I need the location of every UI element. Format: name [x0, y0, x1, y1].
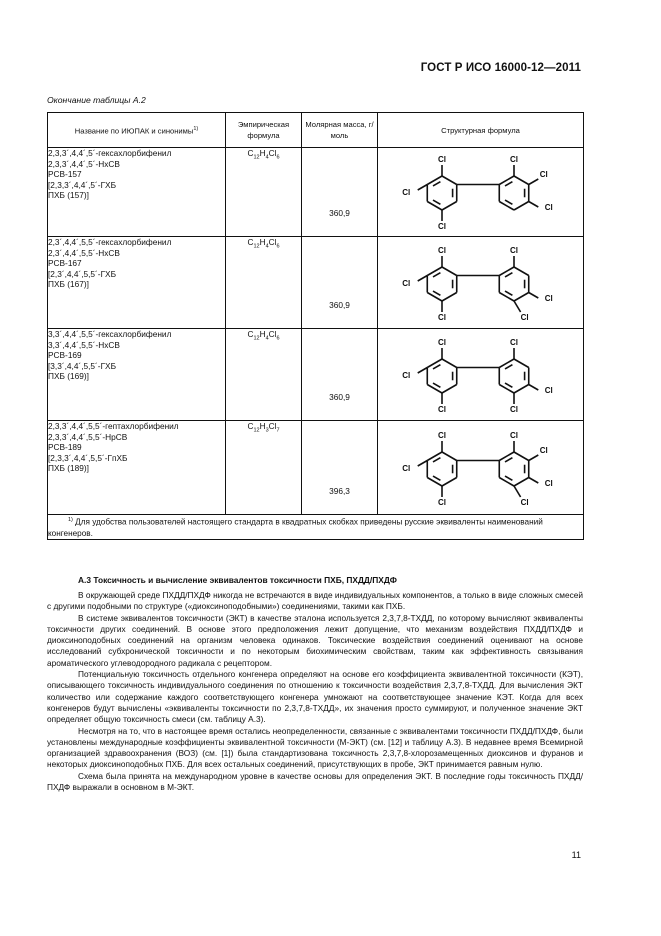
structural-formula	[378, 421, 584, 515]
ring-bond	[514, 292, 529, 301]
molar-mass: 360,9	[329, 300, 350, 310]
congener-name-line: ПХБ (169)]	[48, 371, 89, 382]
congener-name-line: 3,3´,4,4´,5,5´-гексахлорбифенил	[48, 329, 172, 339]
ring-bond	[499, 292, 514, 301]
ring-bond	[442, 359, 457, 368]
footnote-row	[48, 515, 584, 540]
congener-name-line: PCB-167	[48, 258, 82, 269]
substituent-bond	[528, 455, 538, 461]
congener-name-line: 2,3,3´,4,4´,5,5´-НрСВ	[48, 431, 128, 442]
page-number: 11	[571, 850, 581, 860]
double-bond	[504, 364, 511, 368]
section-paragraph: Потенциальную токсичность отдельного конгенера определяют на основе его коэффициента эквивалентной токсичности (КЭТ), описывающего токсичность индивидуального соединения по отношению к токсичности воздействия 2,3,7,8-ТХДД. Для вычисления ЭКТ количество или содержание каждого соответствующего конгенера умножают на соответствующее значение КЭТ. Когда для всех конгенеров будут вычислены «эквиваленты токсичности по 2,3,7,8-ТХДД», их значения просто суммируют, и полученное значение ЭКТ определяет общую токсичность смеси (см. таблицу А.3).	[47, 669, 583, 725]
molar-mass-cell	[302, 421, 378, 515]
formula-part: H	[259, 237, 266, 247]
double-bond	[504, 383, 511, 387]
formula-part: 12	[253, 335, 260, 342]
formula-part: 6	[276, 243, 280, 250]
col-formula-header: Эмпирическая формула	[226, 113, 302, 148]
double-bond	[432, 272, 439, 276]
ring-bond	[514, 384, 529, 393]
ring-bond	[427, 477, 442, 486]
chlorine-label: Cl	[544, 203, 553, 213]
ring-bond	[442, 176, 457, 185]
chlorine-label: Cl	[437, 222, 446, 232]
chlorine-label: Cl	[401, 188, 410, 198]
substituent-bond	[417, 460, 427, 466]
substituent-bond	[514, 301, 521, 312]
chlorine-label: Cl	[437, 245, 446, 255]
table-row	[48, 237, 584, 329]
substituent-bond	[417, 275, 427, 281]
ring-bond	[499, 267, 514, 276]
chlorine-label: Cl	[509, 430, 518, 440]
ring-bond	[442, 477, 457, 486]
table-row	[48, 421, 584, 515]
congeners-table	[47, 112, 584, 540]
double-bond	[432, 457, 439, 461]
double-bond	[432, 291, 439, 295]
substituent-bond	[514, 486, 521, 497]
section-body	[47, 590, 583, 793]
ring-bond	[514, 452, 529, 461]
table-row	[48, 148, 584, 237]
section-paragraph: В окружающей среде ПХДД/ПХДФ никогда не встречаются в виде индивидуальных компонентов, а только в виде сложных смесей с другими подобными по структуре («диоксиноподобными») соединениями, такими как ПХБ.	[47, 590, 583, 612]
congener-name-line: [3,3´,4,4´,5,5´-ГХБ	[48, 360, 117, 371]
ring-bond	[499, 477, 514, 486]
ring-bond	[427, 359, 442, 368]
formula-part: 4	[265, 243, 269, 250]
formula-part: H	[259, 421, 266, 431]
congener-names	[48, 148, 226, 237]
formula-part: 7	[276, 427, 280, 434]
congener-name-line: 2,3,3´,4,4´,5,5´-гептахлорбифенил	[48, 421, 179, 431]
molar-mass: 396,3	[329, 486, 350, 496]
ring-bond	[499, 359, 514, 368]
chlorine-label: Cl	[401, 370, 410, 380]
chlorine-label: Cl	[539, 170, 548, 180]
empirical-formula	[226, 421, 302, 515]
chlorine-label: Cl	[437, 155, 446, 165]
double-bond	[504, 476, 511, 480]
chlorine-label: Cl	[437, 312, 446, 322]
col-mass-header: Молярная масса, г/моль	[302, 113, 378, 148]
double-bond	[432, 200, 439, 204]
formula-part: H	[259, 148, 266, 158]
double-bond	[504, 457, 511, 461]
congener-name-line: 2,3,3´,4,4´,5´-гексахлорбифенил	[48, 148, 172, 158]
ring-bond	[514, 202, 529, 211]
ring-bond	[427, 267, 442, 276]
substituent-bond	[528, 202, 538, 208]
formula-part: 6	[276, 335, 280, 342]
section-title: А.3 Токсичность и вычисление эквивалентов токсичности ПХБ, ПХДД/ПХДФ	[78, 575, 397, 585]
congener-name-line: ПХБ (189)]	[48, 463, 89, 474]
double-bond	[504, 182, 511, 186]
formula-part: 12	[253, 243, 260, 250]
substituent-bond	[528, 477, 538, 483]
chlorine-label: Cl	[544, 293, 553, 303]
ring-bond	[427, 452, 442, 461]
congener-name-line: ПХБ (167)]	[48, 279, 89, 290]
chlorine-label: Cl	[401, 463, 410, 473]
structural-formula	[378, 148, 584, 237]
col-name-header: Название по ИЮПАК и синонимы$^{1)}$	[48, 113, 226, 148]
double-bond	[504, 200, 511, 204]
substituent-bond	[528, 384, 538, 390]
chlorine-label: Cl	[539, 445, 548, 455]
ring-bond	[499, 176, 514, 185]
formula-part: 3	[265, 427, 269, 434]
chlorine-label: Cl	[437, 337, 446, 347]
congener-name-line: PCB-157	[48, 169, 82, 180]
formula-part: 12	[253, 427, 260, 434]
molar-mass: 360,9	[329, 392, 350, 402]
double-bond	[432, 364, 439, 368]
chlorine-label: Cl	[509, 337, 518, 347]
chlorine-label: Cl	[401, 278, 410, 288]
chlorine-label: Cl	[509, 404, 518, 414]
standard-header: ГОСТ Р ИСО 16000-12—2011	[420, 62, 581, 74]
ring-bond	[514, 176, 529, 185]
molar-mass-cell	[302, 329, 378, 421]
ring-bond	[499, 452, 514, 461]
chlorine-label: Cl	[509, 155, 518, 165]
congener-name-line: PCB-169	[48, 350, 82, 361]
molar-mass-cell	[302, 237, 378, 329]
ring-bond	[442, 267, 457, 276]
section-paragraph: В системе эквивалентов токсичности (ЭКТ) в качестве эталона используется 2,3,7,8-ТХДД, по которому вычисляют эквиваленты токсичности других соединений. В основе этого предположения лежит допущение, что механизм воздействия ПХДД/ПХДФ и диоксиноподобных соединений на организм человека одинаков. Токсические воздействия соединений оценивают на основе исследований субхронической токсичности и по некоторым биохимическим свойствам, таким как эффективность связывания ароматического углеводородного радикала с рецептором.	[47, 612, 583, 668]
formula-part: C	[247, 329, 254, 339]
congener-name-line: [2,3´,4,4´,5,5´-ГХБ	[48, 268, 117, 279]
formula-part: C	[247, 237, 254, 247]
molar-mass: 360,9	[329, 208, 350, 218]
congener-name-line: [2,3,3´,4,4´,5,5´-ГпХБ	[48, 452, 128, 463]
ring-bond	[499, 384, 514, 393]
structural-formula	[378, 329, 584, 421]
chlorine-label: Cl	[437, 430, 446, 440]
chlorine-label: Cl	[437, 404, 446, 414]
empirical-formula	[226, 148, 302, 237]
substituent-bond	[528, 179, 538, 185]
ring-bond	[427, 202, 442, 211]
ring-bond	[427, 292, 442, 301]
chlorine-label: Cl	[520, 312, 529, 322]
table-header-row	[48, 113, 584, 148]
formula-part: Cl	[268, 237, 277, 247]
congener-name-line: 2,3,3´,4,4´,5´-НхСВ	[48, 158, 120, 169]
table-footnote: $^{1)}$ Для удобства пользователей настоящего стандарта в квадратных скобках приведены русские эквиваленты наименований конгенеров.	[48, 515, 584, 540]
ring-bond	[427, 384, 442, 393]
biphenyl-structure-diagram	[386, 148, 576, 236]
formula-part: C	[247, 148, 254, 158]
ring-bond	[442, 384, 457, 393]
substituent-bond	[417, 367, 427, 373]
ring-bond	[499, 202, 514, 211]
double-bond	[432, 476, 439, 480]
table-row	[48, 329, 584, 421]
formula-part: Cl	[268, 148, 277, 158]
chlorine-label: Cl	[544, 385, 553, 395]
formula-part: 12	[253, 154, 260, 161]
congener-names	[48, 329, 226, 421]
formula-part: C	[247, 421, 254, 431]
table-caption: Окончание таблицы А.2	[47, 95, 146, 105]
substituent-bond	[528, 292, 538, 298]
ring-bond	[442, 452, 457, 461]
congener-name-line: 3,3´,4,4´,5,5´-НхСВ	[48, 339, 120, 350]
congener-name-line: 2,3´,4,4´,5,5´-НхСВ	[48, 247, 120, 258]
double-bond	[504, 291, 511, 295]
section-paragraph: Схема была принята на международном уровне в качестве основы для определения ЭКТ. В последние годы токсичность ПХДД/ПХДФ выражали в основном в М-ЭКТ.	[47, 770, 583, 793]
congener-name-line: 2,3´,4,4´,5,5´-гексахлорбифенил	[48, 237, 172, 247]
double-bond	[432, 383, 439, 387]
congener-name-line: ПХБ (157)]	[48, 190, 89, 201]
col-structure-header: Структурная формула	[378, 113, 584, 148]
formula-part: H	[259, 329, 266, 339]
formula-part: Cl	[268, 421, 277, 431]
formula-part: 4	[265, 154, 269, 161]
biphenyl-structure-diagram	[386, 331, 576, 419]
chlorine-label: Cl	[437, 497, 446, 507]
biphenyl-structure-diagram	[386, 424, 576, 512]
ring-bond	[514, 477, 529, 486]
congener-names	[48, 237, 226, 329]
section-paragraph: Несмотря на то, что в настоящее время остались неопределенности, связанные с эквивалентами токсичности ПХДД/ПХДФ, были установлены международные коэффициенты эквивалентной токсичности (М-ЭКТ) (см. [12] и таблицу А.3). В недавнее время Всемирной организацией здравоохранения (ВОЗ) (см. [1]) была стандартизована токсичность 2,3,7,8-хлорозамещенных диоксинов и фуранов и некоторых диоксиноподобных ПХБ. Для всех остальных соединений, присутствующих в пробе, ЭКТ принимается равным нулю.	[47, 725, 583, 770]
double-bond	[432, 182, 439, 186]
formula-part: 6	[276, 154, 280, 161]
empirical-formula	[226, 329, 302, 421]
ring-bond	[514, 359, 529, 368]
congener-name-line: PCB-189	[48, 442, 82, 453]
chlorine-label: Cl	[509, 245, 518, 255]
formula-part: 4	[265, 335, 269, 342]
substituent-bond	[417, 185, 427, 191]
chlorine-label: Cl	[520, 497, 529, 507]
chlorine-label: Cl	[544, 478, 553, 488]
ring-bond	[442, 292, 457, 301]
formula-part: Cl	[268, 329, 277, 339]
congener-names	[48, 421, 226, 515]
double-bond	[504, 272, 511, 276]
ring-bond	[442, 202, 457, 211]
ring-bond	[427, 176, 442, 185]
structural-formula	[378, 237, 584, 329]
molar-mass-cell	[302, 148, 378, 237]
biphenyl-structure-diagram	[386, 239, 576, 327]
congener-name-line: [2,3,3´,4,4´,5´-ГХБ	[48, 179, 117, 190]
empirical-formula	[226, 237, 302, 329]
ring-bond	[514, 267, 529, 276]
